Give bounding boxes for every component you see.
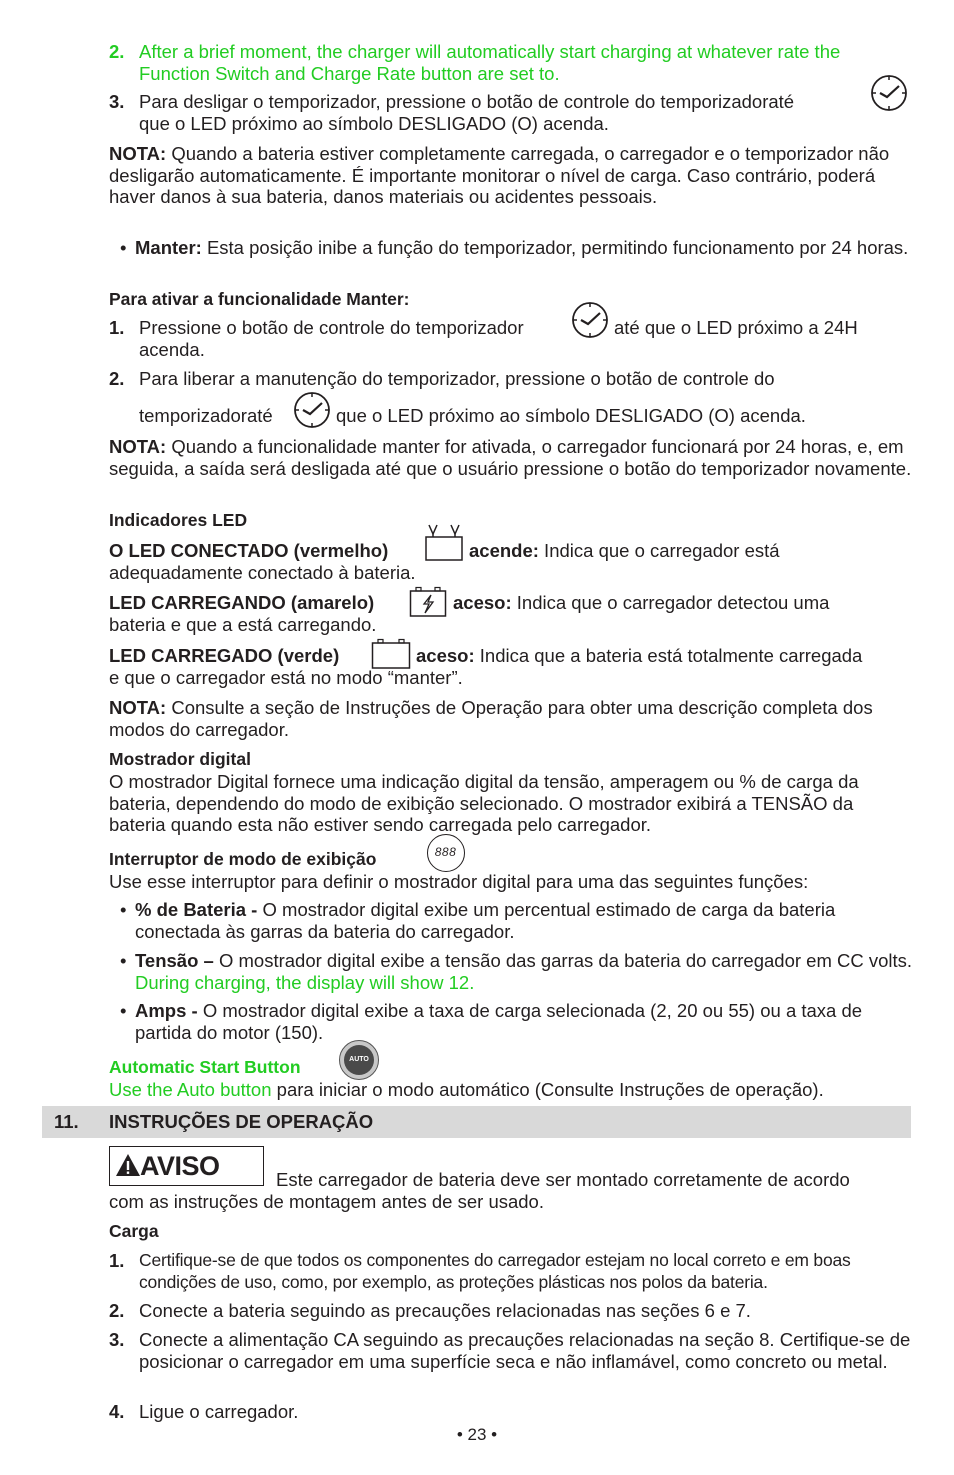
paragraph: Use esse interruptor para definir o mostrador digital para uma das seguintes funções: [109,871,809,892]
led-verb: acende: [469,540,539,561]
page-number: • 23 • [456,1425,498,1444]
led-text: adequadamente conectado à bateria. [109,562,416,583]
list-number: 1. [109,1250,125,1271]
led-text: bateria e que a está carregando. [109,614,377,635]
timer-icon [292,390,332,430]
list-item-text: Ligue o carregador. [139,1401,299,1422]
list-number: 2. [109,41,125,62]
list-number: 2. [109,368,125,389]
list-item-text: que o LED próximo ao símbolo DESLIGADO (O) acenda. [336,405,806,426]
bullet-label: Tensão – [135,950,214,971]
auto-button-label: AUTO [344,1045,374,1075]
bullet: • [120,950,127,971]
list-item-text: que o LED próximo ao símbolo DESLIGADO (O) acenda. [139,113,609,134]
warning-label: AVISO [140,1151,220,1181]
bullet-text: O mostrador digital exibe a tensão das garras da bateria do carregador em CC volts. [213,950,913,971]
list-number: 3. [109,1329,125,1350]
display-mode-icon-label: 888 [434,845,457,859]
note-label: NOTA: [109,697,167,718]
list-number: 1. [109,317,125,338]
led-label: LED CARREGANDO (amarelo) [109,592,375,613]
warning-box [109,1146,264,1186]
paragraph-text: para iniciar o modo automático (Consulte Instruções de operação). [271,1079,824,1100]
note-label: NOTA: [109,143,167,164]
led-description [416,645,862,667]
note-label: NOTA: [109,436,167,457]
note-paragraph [109,143,914,208]
bullet-text: O mostrador digital exibe a taxa de carga selecionada (2, 20 ou 55) ou a taxa de partida do motor (150). [135,1000,863,1043]
list-number: 2. [109,1300,125,1321]
led-label: O LED CONECTADO (vermelho) [109,540,389,561]
bullet-text: O mostrador digital exibe um percentual estimado de carga da bateria conectada às garras da bateria do carregador. [135,899,836,942]
display-mode-icon [427,834,465,872]
led-description [469,540,780,562]
note-text: Quando a funcionalidade manter for ativada, o carregador funcionará por 24 horas, e, em seguida, a saída será desligada até que o usuário pressione o botão do temporizador novamente. [109,436,912,479]
bullet: • [120,1000,127,1021]
warning-text: com as instruções de montagem antes de ser usado. [109,1191,544,1212]
list-item [139,91,914,113]
battery-icon [371,638,411,670]
list-item-text: Para liberar a manutenção do temporizador, pressione o botão de controle do [139,368,775,389]
led-text: e que o carregador está no modo “manter”. [109,667,463,688]
list-item-text: Conecte a alimentação CA seguindo as precauções relacionadas na seção 8. Certifique-se de posicionar o carregador em uma superfície seca e não inflamável, como concreto ou metal. [139,1329,911,1372]
led-text: Indica que a bateria está totalmente carregada [474,645,863,666]
battery-clamp-icon [424,522,464,562]
note-text: Quando a bateria estiver completamente carregada, o carregador e o temporizador não desligarão automaticamente. É importante monitorar o nível de carga. Caso contrário, poderá haver danos à sua bateria, danos materiais ou acidentes pessoais. [109,143,890,207]
subheading: Carga [109,1221,159,1241]
subheading: Para ativar a funcionalidade Manter: [109,289,410,309]
subheading: Automatic Start Button [109,1057,301,1077]
warning-triangle-icon [115,1152,141,1178]
led-verb: aceso: [453,592,512,613]
paragraph [109,1079,914,1101]
note-text: Consulte a seção de Instruções de Operação para obter uma descrição completa dos modos do carregador. [109,697,873,740]
bullet: • [120,237,127,258]
list-item-text: até que o LED próximo a 24H [614,317,858,338]
led-text: Indica que o carregador detectou uma [511,592,830,613]
paragraph: O mostrador Digital fornece uma indicação digital da tensão, amperagem ou % de carga da bateria, dependendo do modo de exibição selecionado. O mostrador exibirá a TENSÃO da bateria quando esta não estiver sendo carregada pelo carregador. [109,771,859,835]
timer-icon [570,300,610,340]
bullet: • [120,899,127,920]
bullet-item [135,899,914,942]
note-paragraph [109,436,914,479]
list-number: 4. [109,1401,125,1422]
led-text: Indica que o carregador está [538,540,780,561]
section-number: 11. [54,1111,79,1132]
list-item-text: Conecte a bateria seguindo as precauções relacionadas nas seções 6 e 7. [139,1300,751,1321]
list-item-text: Certifique-se de que todos os componentes do carregador estejam no local correto e em boas condições de uso, como, por exemplo, as proteções plásticas nos polos da bateria. [139,1250,851,1292]
auto-button-icon [339,1040,379,1080]
warning-text: Este carregador de bateria deve ser montado corretamente de acordo [276,1169,850,1190]
paragraph-green: Use the Auto button [109,1079,272,1100]
bullet-item [135,1000,914,1043]
led-label: LED CARREGADO (verde) [109,645,340,666]
list-item-text: temporizadoraté [139,405,273,426]
subheading: Indicadores LED [109,510,248,530]
bullet-item [135,237,914,259]
list-item-text: After a brief moment, the charger will automatically start charging at whatever rate the Function Switch and Charge Rate button are set to. [139,41,841,84]
bullet-text-green: During charging, the display will show 12. [135,971,475,993]
subheading: Mostrador digital [109,749,251,769]
bullet-label: Manter: [135,237,202,258]
timer-icon [869,73,909,113]
list-item-text: Pressione o botão de controle do temporizador [139,317,524,338]
note-paragraph [109,697,914,740]
bullet-label: Amps - [135,1000,198,1021]
list-item-text: acenda. [139,339,205,360]
subheading: Interruptor de modo de exibição [109,849,377,869]
list-item-text: Para desligar o temporizador, pressione o botão de controle do temporizadoraté [139,91,795,112]
section-title: INSTRUÇÕES DE OPERAÇÃO [109,1111,374,1132]
bullet-label: % de Bateria - [135,899,258,920]
bullet-item [135,950,914,993]
led-description [453,592,829,614]
list-number: 3. [109,91,125,112]
led-verb: aceso: [416,645,475,666]
bullet-text: Esta posição inibe a função do temporizador, permitindo funcionamento por 24 horas. [201,237,909,258]
